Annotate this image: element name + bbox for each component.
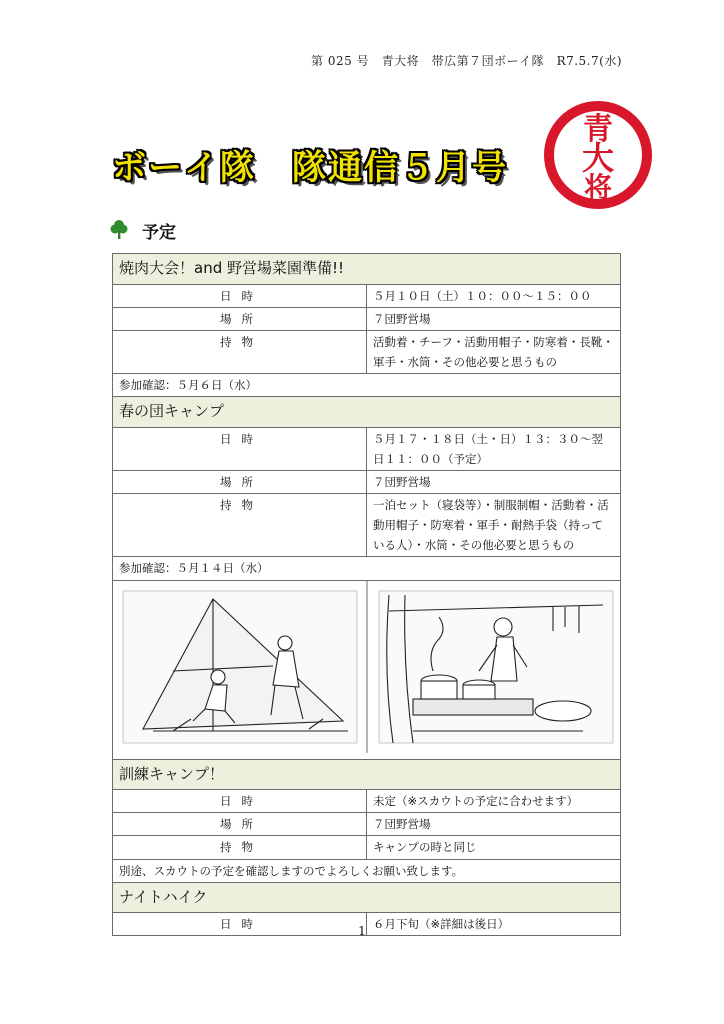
illustrations-cell <box>113 580 621 759</box>
row-value: 活動着・チーフ・活動用帽子・防寒着・長靴・軍手・水筒・その他必要と思うもの <box>367 330 621 373</box>
row-value: 未定（※スカウトの予定に合わせます） <box>367 790 621 813</box>
rsvp-note: 参加確認：５月１４日（水） <box>113 557 621 580</box>
table-row <box>113 330 621 373</box>
row-label: 日時 <box>113 284 367 307</box>
section-title: 予定 <box>142 223 176 243</box>
page-number: 1 <box>358 924 366 938</box>
event-title-yakiniku: 焼肉大会！and 野営場菜園準備!! <box>113 254 621 285</box>
event-title-training-camp: 訓練キャンプ！ <box>113 759 621 790</box>
event-title-spring-camp: 春の団キャンプ <box>113 397 621 428</box>
event-title-night-hike: ナイトハイク <box>113 882 621 913</box>
row-value: ７団野営場 <box>367 307 621 330</box>
row-label: 場所 <box>113 470 367 493</box>
camp-illustrations <box>113 581 622 753</box>
table-row <box>113 284 621 307</box>
table-row <box>113 470 621 493</box>
table-row <box>113 427 621 470</box>
event-header-row <box>113 254 621 285</box>
event-header-row <box>113 759 621 790</box>
table-row <box>113 494 621 557</box>
row-label: 持物 <box>113 494 367 557</box>
seal-char-2: 大 <box>581 139 615 177</box>
seal-stamp <box>540 97 656 213</box>
row-label: 場所 <box>113 307 367 330</box>
event-note: 別途、スカウトの予定を確認しますのでよろしくお願い致します。 <box>113 859 621 882</box>
table-row <box>113 813 621 836</box>
row-value: ７団野営場 <box>367 470 621 493</box>
table-row <box>113 374 621 397</box>
row-value: キャンプの時と同じ <box>367 836 621 859</box>
issue-header: 第 025 号 青大将 帯広第７団ボーイ隊 R7.5.7(水) <box>311 54 622 68</box>
seal-char-3: 将 <box>583 171 613 204</box>
table-row <box>113 307 621 330</box>
table-row <box>113 557 621 580</box>
row-value: ７団野営場 <box>367 813 621 836</box>
table-row <box>113 859 621 882</box>
seal-char-1: 青 <box>583 112 613 147</box>
newsletter-title: ボーイ隊 隊通信５月号 <box>112 148 508 188</box>
schedule-table <box>112 253 621 936</box>
row-label: 日時 <box>113 427 367 470</box>
cooking-illustration <box>379 591 613 743</box>
row-value: 一泊セット（寝袋等）・制服制帽・活動着・活動用帽子・防寒着・軍手・耐熱手袋（持っている人）・水筒・その他必要と思うもの <box>367 494 621 557</box>
table-row <box>113 790 621 813</box>
row-label: 持物 <box>113 330 367 373</box>
row-label: 場所 <box>113 813 367 836</box>
row-value: ５月１０日（土）１０：００〜１５：００ <box>367 284 621 307</box>
illustration-row <box>113 580 621 759</box>
schedule-section-header <box>110 218 176 243</box>
row-label: 日時 <box>113 790 367 813</box>
tent-illustration <box>123 591 357 743</box>
tree-icon <box>110 219 128 243</box>
row-label: 持物 <box>113 836 367 859</box>
row-value: ６月下旬（※詳細は後日） <box>367 913 621 936</box>
row-label: 日時 <box>113 913 367 936</box>
rsvp-note: 参加確認：５月６日（水） <box>113 374 621 397</box>
table-row <box>113 836 621 859</box>
event-header-row <box>113 882 621 913</box>
row-value: ５月１７・１８日（土・日）１３：３０〜翌日１１：００（予定） <box>367 427 621 470</box>
event-header-row <box>113 397 621 428</box>
